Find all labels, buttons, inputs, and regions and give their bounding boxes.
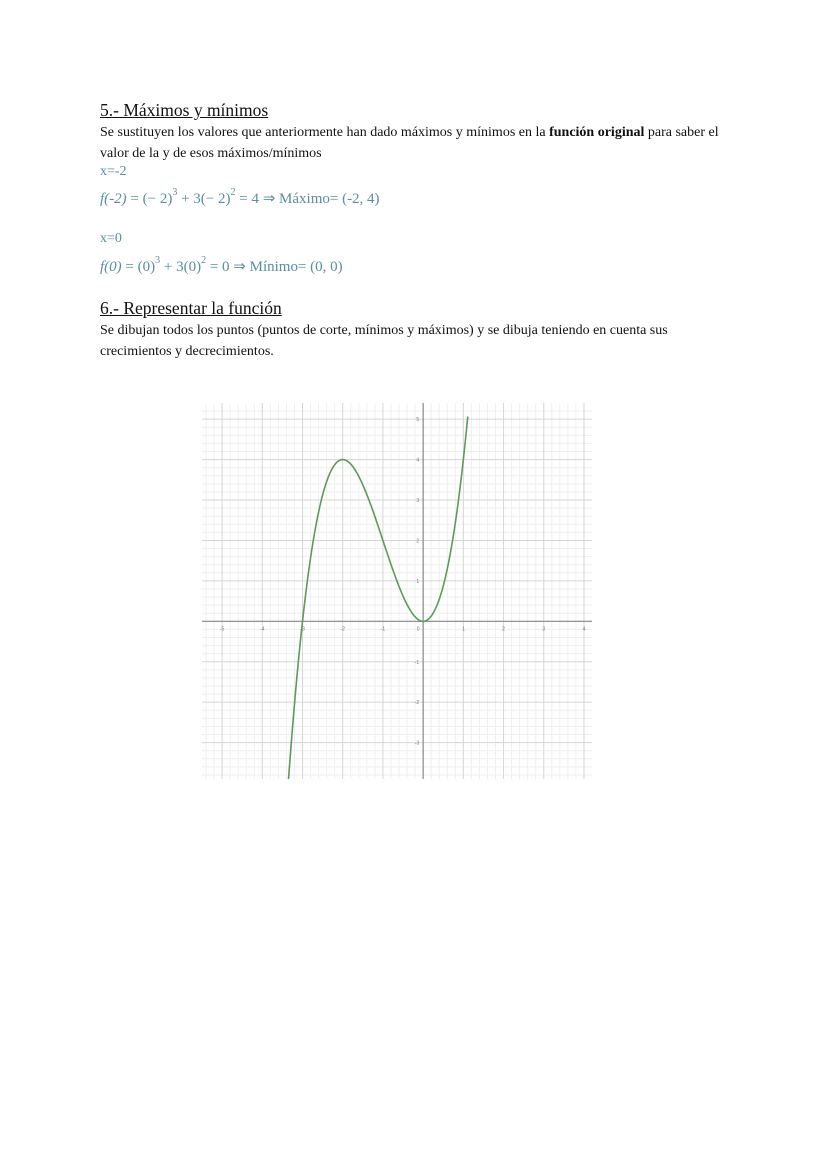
svg-text:-5: -5 [219,626,225,633]
svg-text:4: 4 [582,626,586,633]
intro-text-2: para saber el valor de la y de esos máximos/mínimos [100,125,719,161]
tick-labels [220,417,586,746]
case2-plus: + 3(0) [160,259,202,275]
svg-text:0: 0 [416,626,420,633]
svg-text:1: 1 [416,578,420,585]
svg-text:2: 2 [416,538,420,545]
case1-plus: + 3(− 2) [177,191,231,207]
svg-text:-1: -1 [380,626,386,633]
svg-text:4: 4 [416,457,420,464]
svg-text:-3: -3 [414,740,420,747]
case1-result: = 4 ⇒ Máximo= (-2, 4) [235,191,380,207]
case2-eq1: = (0) [121,259,156,275]
function-graph [202,403,592,779]
function-curve [288,417,467,779]
case1-eq1: = (− 2) [126,191,173,207]
case1-formula [100,189,380,208]
case1-exp2: 2 [230,187,236,198]
section6-heading: 6.- Representar la función [100,298,282,318]
svg-text:1: 1 [461,626,465,633]
svg-text:-2: -2 [340,626,345,633]
case1-lhs: f(-2) [100,191,127,207]
case2-formula [100,257,343,276]
section5-intro [100,122,740,164]
svg-text:-2: -2 [414,700,420,707]
case2-exp1: 3 [155,255,161,266]
svg-text:-1: -1 [414,659,420,666]
case2-result: = 0 ⇒ Mínimo= (0, 0) [206,259,343,275]
svg-text:-4: -4 [260,626,265,633]
case2-exp2: 2 [201,255,207,266]
case2-lhs: f(0) [100,259,122,275]
svg-text:5: 5 [416,417,420,424]
intro-text-1: Se sustituyen los valores que anteriormente han dado máximos y mínimos en la [100,125,550,140]
section5-heading: 5.- Máximos y mínimos [100,100,269,120]
svg-text:2: 2 [502,626,505,633]
section6-text: Se dibujan todos los puntos (puntos de corte, mínimos y máximos) y se dibuja teniendo en cuenta sus crecimientos y decrecimientos. [100,323,668,359]
case1-x-label: x=-2 [100,164,127,179]
intro-bold-text: función original [549,125,645,140]
svg-text:3: 3 [542,626,546,633]
case1-exp1: 3 [172,187,178,198]
svg-text:-3: -3 [300,626,305,633]
case2-x-label: x=0 [100,231,122,246]
svg-text:3: 3 [416,498,420,505]
major-gridlines [202,403,592,779]
